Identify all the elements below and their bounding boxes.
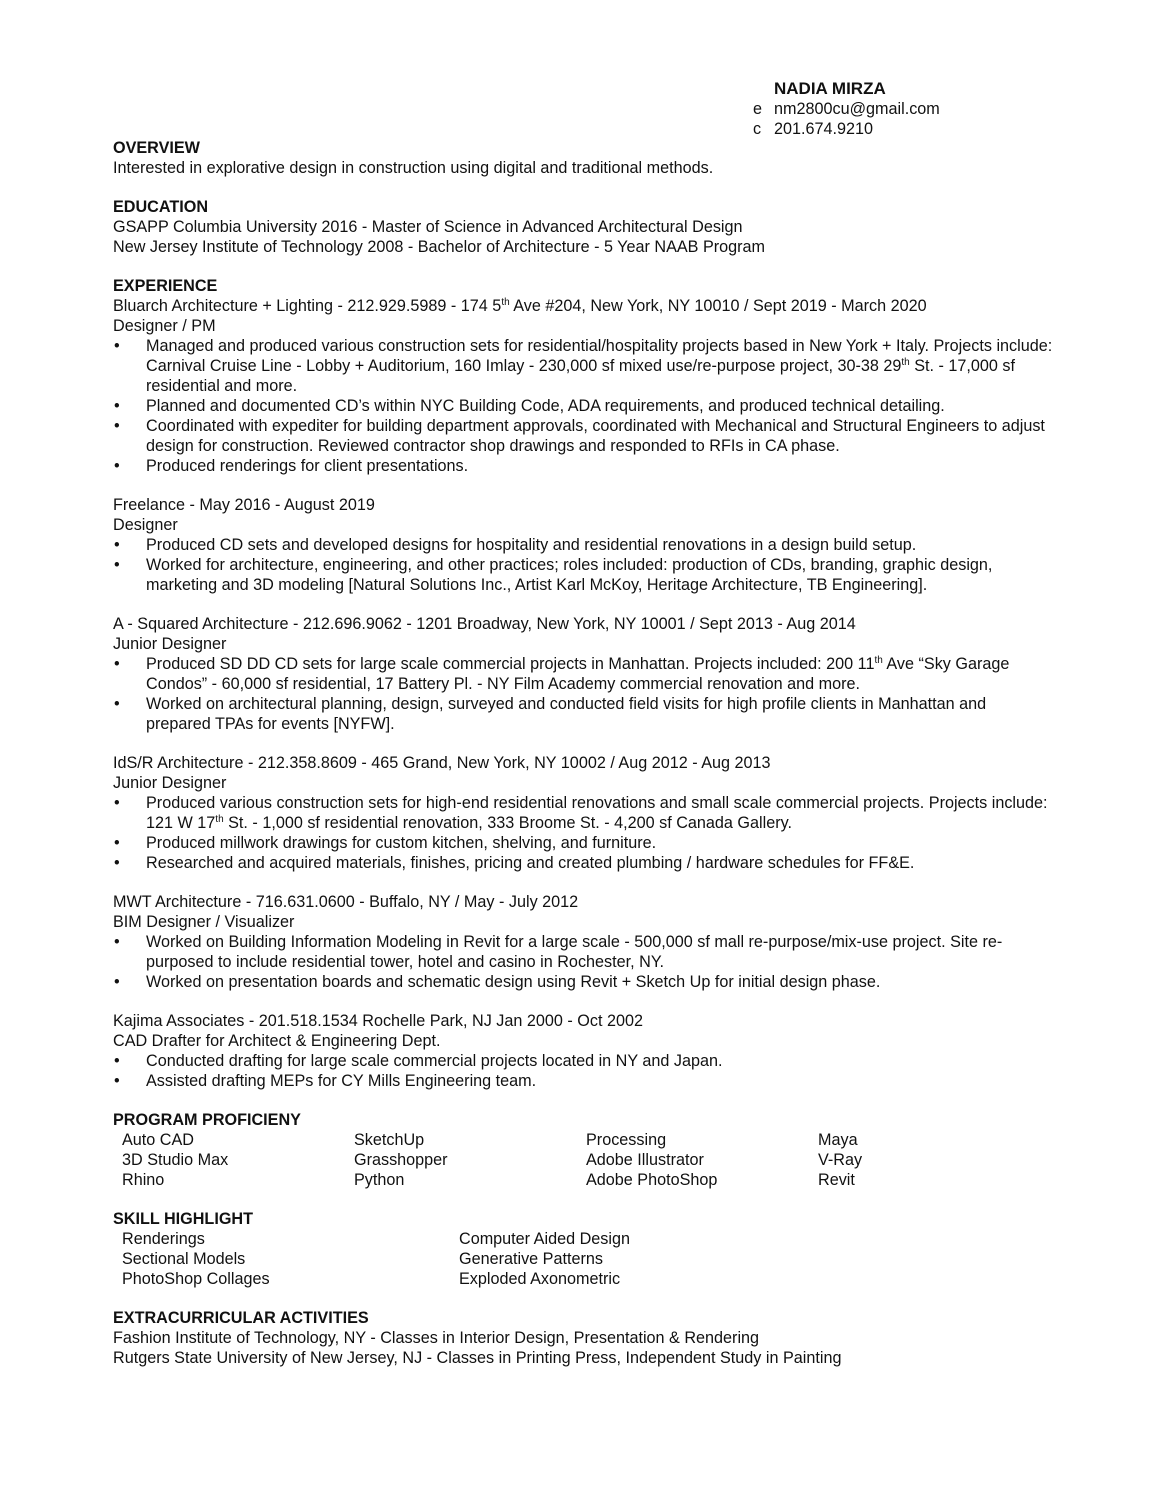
- program-item: Grasshopper: [354, 1151, 448, 1169]
- phone-label: c: [753, 120, 762, 138]
- program-item: Adobe PhotoShop: [586, 1171, 718, 1189]
- section-title: EXTRACURRICULAR ACTIVITIES: [113, 1309, 369, 1327]
- job-bullets: [113, 535, 1053, 595]
- job-entry: [113, 892, 1053, 992]
- job-role: Designer: [113, 516, 178, 534]
- bullet-item: • Produced CD sets and developed designs for hospitality and residential renovations in a design build setup.: [113, 535, 1053, 555]
- job-heading: A - Squared Architecture - 212.696.9062 - 1201 Broadway, New York, NY 10001 / Sept 2013 - Aug 2014: [113, 615, 856, 633]
- job-role: Designer / PM: [113, 317, 216, 335]
- job-entry: [113, 753, 1053, 873]
- skill-highlight-section: [113, 1209, 1053, 1289]
- program-item: V-Ray: [818, 1151, 863, 1169]
- job-bullets: [113, 654, 1053, 734]
- email-row: [753, 99, 940, 119]
- program-item: 3D Studio Max: [122, 1151, 229, 1169]
- job-heading: Freelance - May 2016 - August 2019: [113, 496, 375, 514]
- job-heading: IdS/R Architecture - 212.358.8609 - 465 Grand, New York, NY 10002 / Aug 2012 - Aug 2013: [113, 754, 771, 772]
- bullet-item: • Produced millwork drawings for custom kitchen, shelving, and furniture.: [113, 833, 1053, 853]
- skill-item: Exploded Axonometric: [459, 1270, 621, 1288]
- job-role: Junior Designer: [113, 774, 227, 792]
- email-address: nm2800cu@gmail.com: [774, 100, 940, 118]
- bullet-item: • Managed and produced various construction sets for residential/hospitality projects based in New York + Italy. Projects include: Carnival Cruise Line - Lobby + Auditorium, 160 Imlay - 230,000 sf mixed use/re-purpose project, 30-38 29th St. - 17,000 sf residential and more.: [113, 336, 1053, 396]
- job-heading: Kajima Associates - 201.518.1534 Rochelle Park, NJ Jan 2000 - Oct 2002: [113, 1012, 643, 1030]
- section-title: PROGRAM PROFICIENY: [113, 1111, 301, 1129]
- job-entry: [113, 614, 1053, 734]
- phone-number: 201.674.9210: [774, 120, 874, 138]
- job-bullets: [113, 793, 1053, 873]
- job-role: Junior Designer: [113, 635, 227, 653]
- bullet-item: • Produced SD DD CD sets for large scale commercial projects in Manhattan. Projects included: 200 11th Ave “Sky Garage Condos” - 60,000 sf residential, 17 Battery Pl. - NY Film Academy commercial renovation and more.: [113, 654, 1053, 694]
- activity-entry: Rutgers State University of New Jersey, NJ - Classes in Printing Press, Independent Study in Painting: [113, 1349, 842, 1367]
- skill-item: Generative Patterns: [459, 1250, 603, 1268]
- program-item: Auto CAD: [122, 1131, 194, 1149]
- program-grid: [113, 1130, 1053, 1190]
- program-item: Python: [354, 1171, 405, 1189]
- job-bullets: [113, 1051, 1053, 1091]
- skill-item: PhotoShop Collages: [122, 1270, 270, 1288]
- bullet-item: • Planned and documented CD’s within NYC Building Code, ADA requirements, and produced technical detailing.: [113, 396, 1053, 416]
- program-item: Adobe Illustrator: [586, 1151, 704, 1169]
- education-entry: New Jersey Institute of Technology 2008 - Bachelor of Architecture - 5 Year NAAB Program: [113, 238, 766, 256]
- section-title: EXPERIENCE: [113, 277, 218, 295]
- email-label: e: [753, 100, 763, 118]
- overview-section: [113, 138, 1053, 178]
- bullet-item: • Coordinated with expediter for building department approvals, coordinated with Mechanical and Structural Engineers to adjust design for construction. Reviewed contractor shop drawings and responded to RFIs in CA phase.: [113, 416, 1053, 456]
- skill-item: Sectional Models: [122, 1250, 246, 1268]
- bullet-item: • Produced various construction sets for high-end residential renovations and small scale commercial projects. Projects include: 121 W 17th St. - 1,000 sf residential renovation, 333 Broome St. - 4,200 sf Canada Gallery.: [113, 793, 1053, 833]
- bullet-item: • Worked on Building Information Modeling in Revit for a large scale - 500,000 sf mall re-purpose/mix-use project. Site re-purposed to include residential tower, hotel and casino in Rochester, NY.: [113, 932, 1053, 972]
- program-item: Processing: [586, 1131, 667, 1149]
- phone-row: [753, 119, 940, 139]
- skill-item: Computer Aided Design: [459, 1230, 630, 1248]
- bullet-item: • Researched and acquired materials, finishes, pricing and created plumbing / hardware schedules for FF&E.: [113, 853, 1053, 873]
- bullet-item: • Worked for architecture, engineering, and other practices; roles included: production of CDs, branding, graphic design, marketing and 3D modeling [Natural Solutions Inc., Artist Karl McKoy, Heritage Architecture, TB Engineering].: [113, 555, 1053, 595]
- section-title: SKILL HIGHLIGHT: [113, 1210, 253, 1228]
- experience-section: [113, 276, 1053, 1091]
- bullet-item: • Assisted drafting MEPs for CY Mills Engineering team.: [113, 1071, 1053, 1091]
- extracurricular-section: [113, 1308, 1053, 1368]
- job-bullets: [113, 336, 1053, 476]
- job-bullets: [113, 932, 1053, 992]
- program-item: Revit: [818, 1171, 855, 1189]
- job-heading: Bluarch Architecture + Lighting - 212.929.5989 - 174 5th Ave #204, New York, NY 10010 / Sept 2019 - March 2020: [113, 297, 927, 315]
- bullet-item: • Conducted drafting for large scale commercial projects located in NY and Japan.: [113, 1051, 1053, 1071]
- program-proficiency-section: [113, 1110, 1053, 1190]
- contact-header: [753, 78, 940, 139]
- job-role: BIM Designer / Visualizer: [113, 913, 295, 931]
- activity-entry: Fashion Institute of Technology, NY - Classes in Interior Design, Presentation & Rendering: [113, 1329, 760, 1347]
- education-entry: GSAPP Columbia University 2016 - Master of Science in Advanced Architectural Design: [113, 218, 743, 236]
- section-title: EDUCATION: [113, 198, 209, 216]
- job-heading: MWT Architecture - 716.631.0600 - Buffalo, NY / May - July 2012: [113, 893, 579, 911]
- job-entry: [113, 1011, 1053, 1091]
- candidate-name: NADIA MIRZA: [774, 79, 886, 98]
- job-entry: [113, 296, 1053, 476]
- resume-body: [113, 138, 1053, 1368]
- program-item: Maya: [818, 1131, 858, 1149]
- program-item: SketchUp: [354, 1131, 425, 1149]
- bullet-item: • Worked on architectural planning, design, surveyed and conducted field visits for high profile clients in Manhattan and prepared TPAs for events [NYFW].: [113, 694, 1053, 734]
- skill-item: Renderings: [122, 1230, 205, 1248]
- job-role: CAD Drafter for Architect & Engineering Dept.: [113, 1032, 441, 1050]
- job-entry: [113, 495, 1053, 595]
- overview-text: Interested in explorative design in construction using digital and traditional methods.: [113, 159, 714, 177]
- education-section: [113, 197, 1053, 257]
- bullet-item: • Worked on presentation boards and schematic design using Revit + Sketch Up for initial design phase.: [113, 972, 1053, 992]
- section-title: OVERVIEW: [113, 139, 200, 157]
- program-item: Rhino: [122, 1171, 165, 1189]
- skill-grid: [113, 1229, 1053, 1289]
- bullet-item: • Produced renderings for client presentations.: [113, 456, 1053, 476]
